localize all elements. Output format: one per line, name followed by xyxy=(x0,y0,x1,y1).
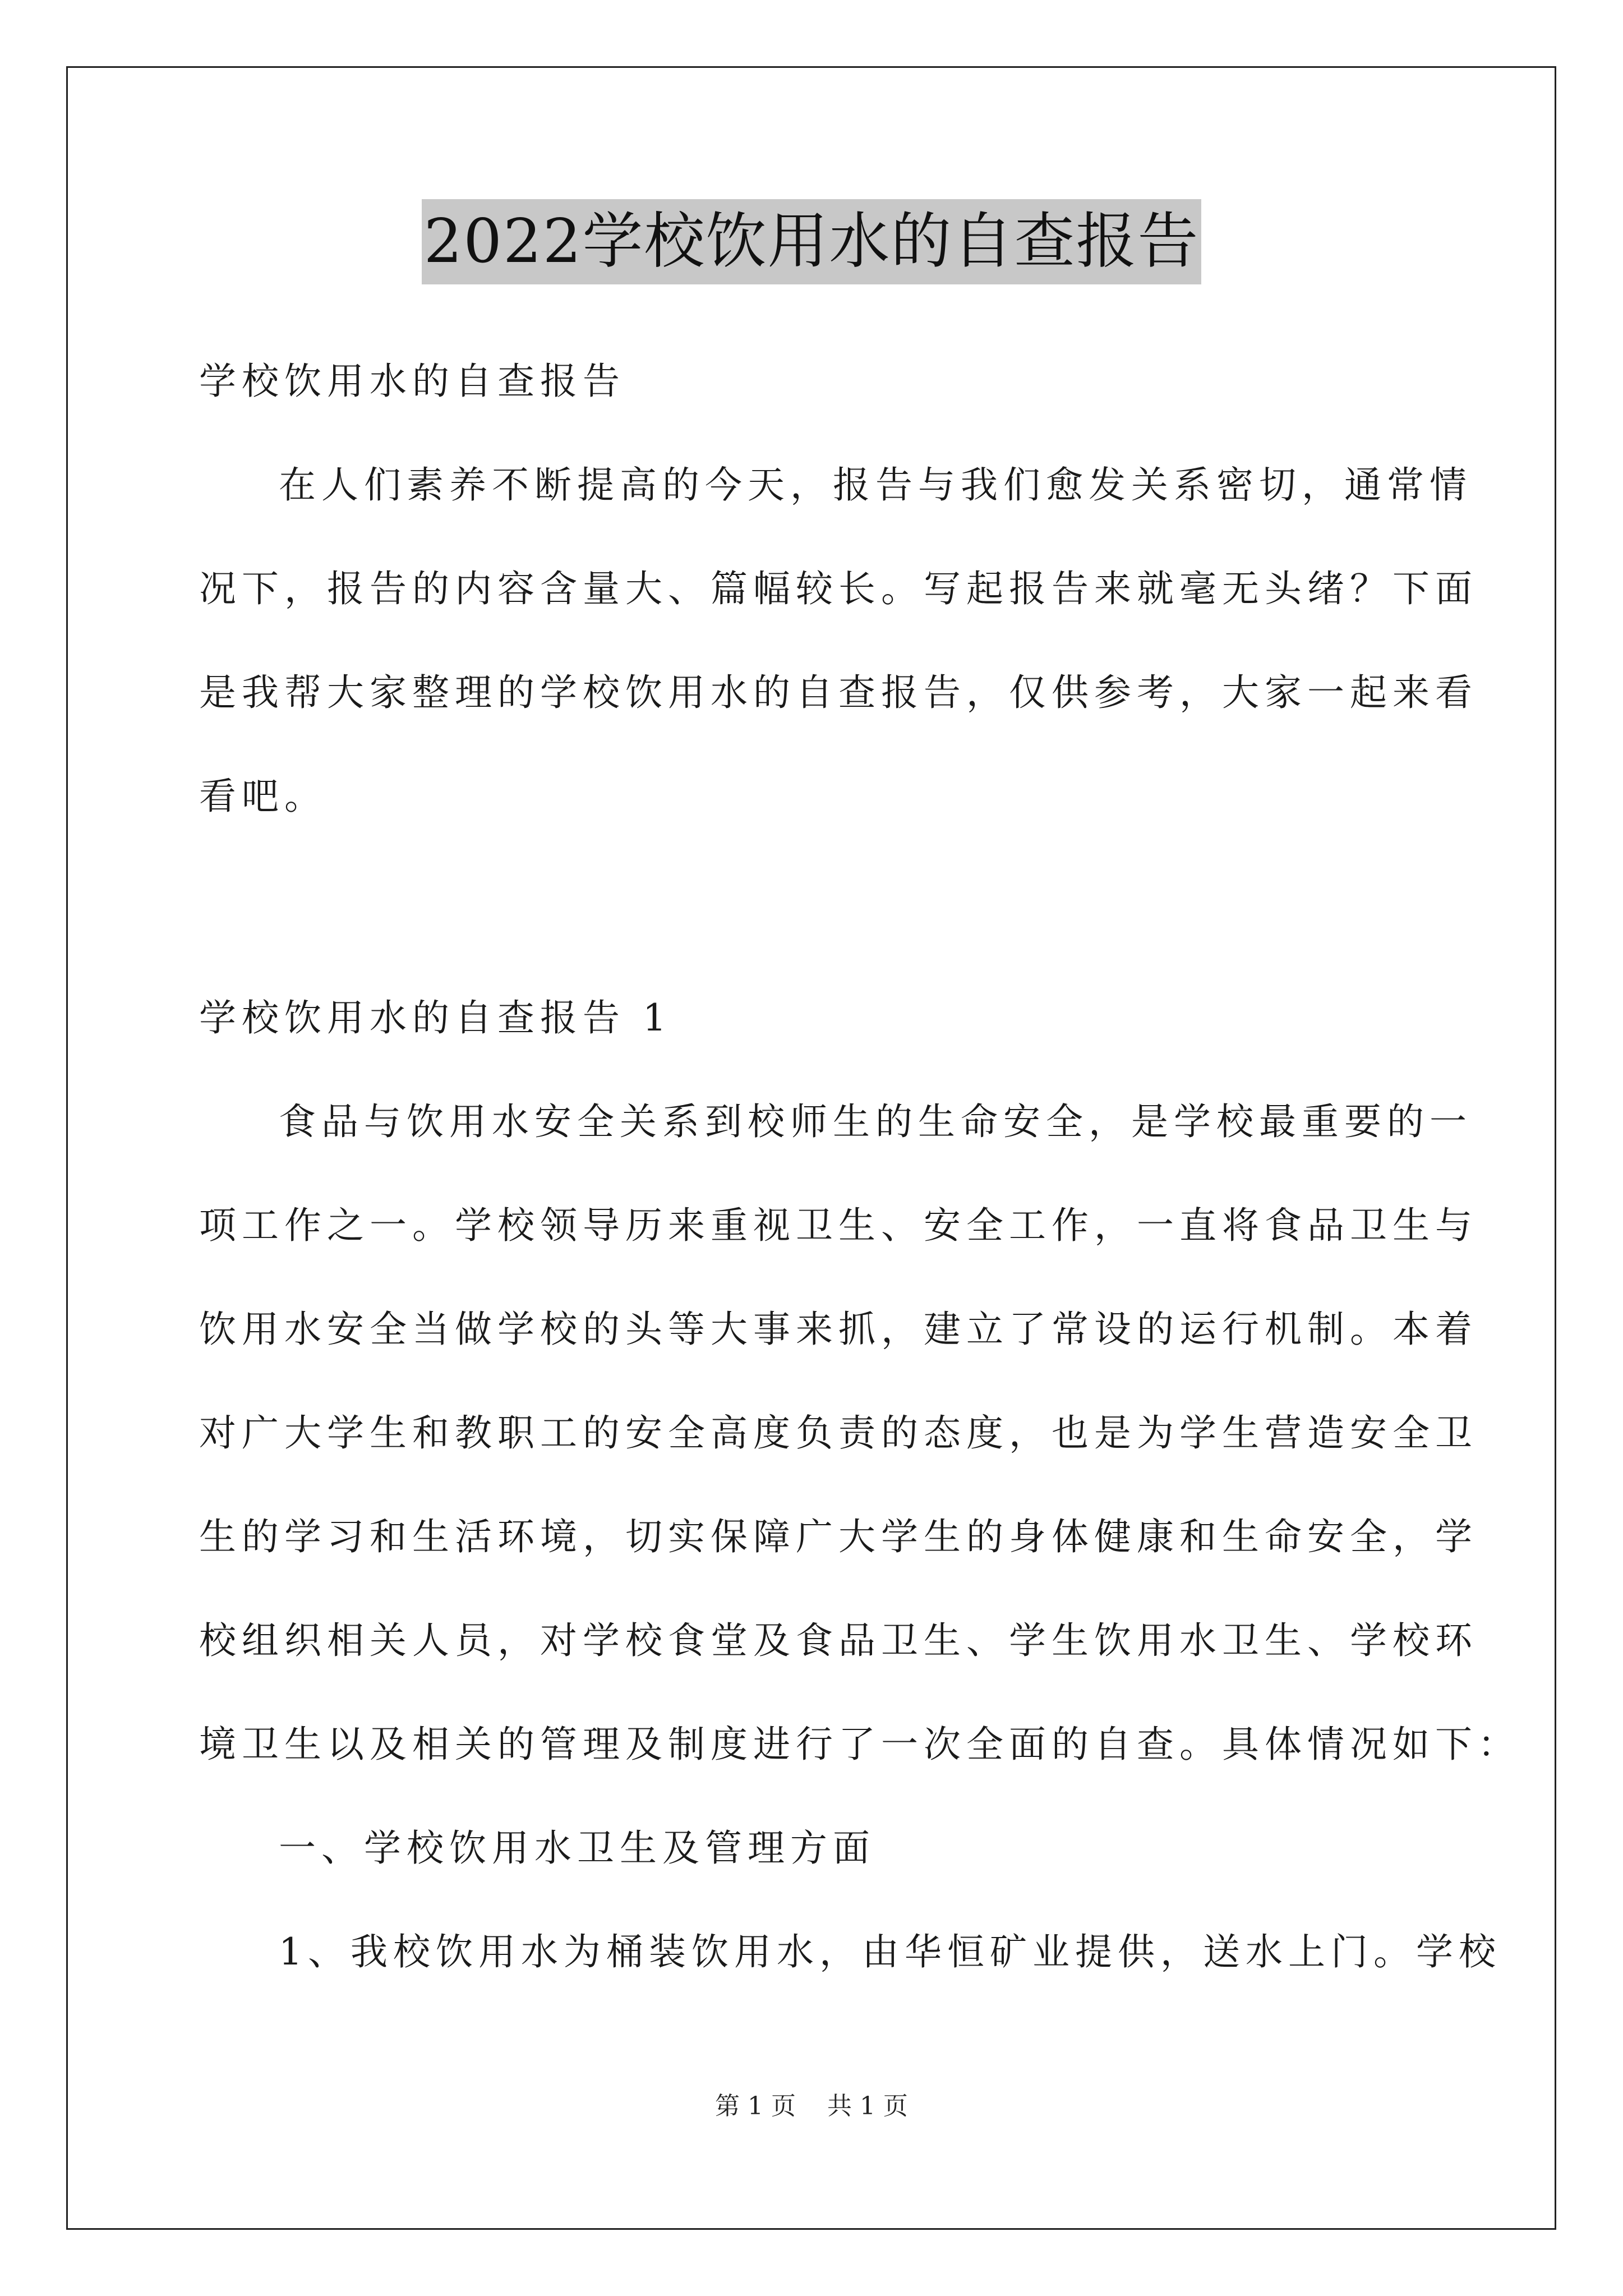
intro-line: 是我帮大家整理的学校饮用水的自查报告，仅供参考，大家一起来看 xyxy=(199,671,1478,714)
heading-1: 一、学校饮用水卫生及管理方面 xyxy=(279,1826,875,1870)
title-container xyxy=(0,199,1623,284)
intro-line: 在人们素养不断提高的今天，报告与我们愈发关系密切，通常情 xyxy=(279,463,1472,507)
intro-line: 况下，报告的内容含量大、篇幅较长。写起报告来就毫无头绪？下面 xyxy=(199,567,1478,610)
document-title: 2022学校饮用水的自查报告 xyxy=(422,199,1202,284)
intro-line: 看吧。 xyxy=(199,775,327,818)
section-line: 项工作之一。学校领导历来重视卫生、安全工作，一直将食品卫生与 xyxy=(199,1204,1478,1247)
section-line: 对广大学生和教职工的安全高度负责的态度，也是为学生营造安全卫 xyxy=(199,1411,1478,1455)
section-line: 饮用水安全当做学校的头等大事来抓，建立了常设的运行机制。本着 xyxy=(199,1308,1478,1351)
section-line: 生的学习和生活环境，切实保障广大学生的身体健康和生命安全，学 xyxy=(199,1515,1478,1558)
document-subtitle: 学校饮用水的自查报告 xyxy=(199,360,625,403)
section-title: 学校饮用水的自查报告 1 xyxy=(199,996,672,1039)
section-line: 境卫生以及相关的管理及制度进行了一次全面的自查。具体情况如下： xyxy=(199,1723,1520,1766)
page-footer: 第 1 页 共 1 页 xyxy=(715,2092,908,2120)
section-line: 校组织相关人员，对学校食堂及食品卫生、学生饮用水卫生、学校环 xyxy=(199,1619,1478,1662)
item-1: 1、我校饮用水为桶装饮用水，由华恒矿业提供，送水上门。学校 xyxy=(279,1930,1501,1973)
section-line: 食品与饮用水安全关系到校师生的生命安全，是学校最重要的一 xyxy=(279,1100,1472,1143)
